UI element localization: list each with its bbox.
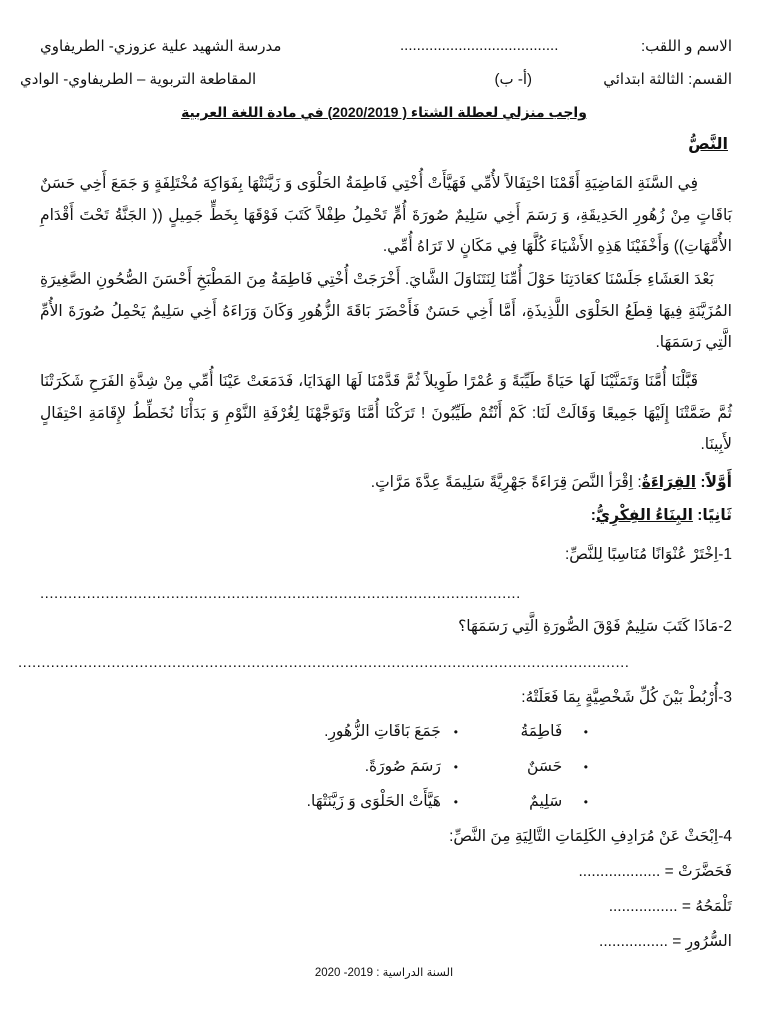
match-name-3-label: سَلِيمٌ [529,793,563,810]
synonym-2-answer[interactable]: ................ [608,898,678,915]
name-dots: ...................................... [400,37,559,54]
match-action-1-label: جَمَعَ بَاقَاتِ الزُّهُورِ. [324,723,441,740]
synonym-2-word: تَلْمَحُهُ = [681,898,732,915]
match-name-3[interactable] [529,792,588,811]
name-label: الاسم و اللقب: [640,38,732,55]
synonym-3-answer[interactable]: ................ [599,933,668,950]
bullet-icon: • [453,760,458,774]
paragraph-2: بَعْدَ العَشَاءِ جَلَسْنَا كعَادَتِنَا حَوْلَ أُمِّنَا لِنَتَنَاوَلَ الشَّايَ. أَخْرَجَتْ أُخْتِي فَاطِمَةُ مِنَ المَطْبَخِ أَحْسَنَ الصُّحُونِ الصَّغِيرَةِ المُزَيَّنَةِ فِيهَا قِطَعُ الحَلْوَى اللَّذِيذَةِ، أَمَّا أَخِي حَسَنٌ فَأَحْضَرَ بَاقَةَ الزُّهُورِ وَكَانَ وَرَاءَهُ أَخِي سَلِيمٌ يَحْمِلُ صُورَةَ الأُمِّ الَّتِي رَسَمَهَا. [40,271,732,351]
match-action-2-label: رَسَمَ صُورَةً. [364,758,441,775]
synonym-2 [609,897,732,916]
bullet-icon: • [583,795,588,809]
reading-instruction [371,473,732,492]
question-2-answer-line[interactable]: ................................................................................................................................... [18,654,630,671]
synonym-1-word: فَحَضَّرَتْ = [664,863,732,880]
bullet-icon: • [583,760,588,774]
bullet-icon: • [453,725,458,739]
text-heading: النَّصُّ [688,136,728,153]
comprehension-suffix: : [590,507,596,524]
match-name-2-label: حَسَنٌ [527,758,563,775]
bullet-icon: • [583,725,588,739]
match-name-1-label: فَاطِمَةُ [520,723,563,740]
synonym-3-word: السُّرُورِ = [672,933,732,950]
comprehension-heading [591,506,732,525]
synonym-3 [599,932,732,951]
match-action-3[interactable] [307,792,458,811]
school-year-footer: السنة الدراسية : 2019- 2020 [314,967,454,979]
worksheet-title: واجب منزلي لعطلة الشتاء ( 2020/2019) في مادة اللغة العربية [181,104,587,120]
question-4: 4-اِبْحَثْ عَنْ مُرَادِفِ الكَلِمَاتِ التَّالِيَةِ مِنَ النَّصِّ: [449,828,732,845]
school-name: مدرسة الشهيد علية عزوزي- الطريفاوي [40,38,282,55]
reading-label: أَوَّلاً: [700,474,732,491]
bullet-icon: • [453,795,458,809]
match-name-2[interactable] [527,757,588,776]
question-1: 1-اِخْتَرْ عُنْوَانًا مُنَاسِبًا لِلنَّصِّ: [564,546,732,563]
class-group: (أ- ب) [494,71,532,88]
comprehension-title: البِنَاءُ الفِكْرِيُّ [595,507,693,524]
district-name: المقاطعة التربوية – الطريفاوي- الوادي [20,71,257,88]
class-label: القسم: الثالثة ابتدائي [603,71,732,88]
reading-text: : اِقْرَأ النَّصَ قِرَاءَةً جَهْرِيَّةً سَلِيمَةً عِدَّةَ مَرَّاتٍ. [370,474,642,491]
synonym-1-answer[interactable]: ................... [578,863,661,880]
question-3: 3-أُرْبُطْ بَيْنَ كُلِّ شَخْصِيَّةٍ بِمَا فَعَلَتْهُ: [521,689,732,706]
synonym-1 [579,862,733,881]
question-1-answer-line[interactable]: ....................................................................................................... [40,585,521,602]
match-action-1[interactable] [324,722,458,741]
match-action-2[interactable] [365,757,458,776]
paragraph-3: قَبَّلْنَا أُمَّنَا وَتَمَنَّيْنَا لَهَا حَيَاةً طَيِّبَةً وَ عُمْرًا طَوِيلاً ثُمَّ قَدَّمْنَا لَهَا الهَدَايَا، فَدَمَعَتْ عَيْنَا أُمِّي مِنْ شِدَّةِ الفَرَحِ شَكَرَتْنَا ثُمَّ ضَمَّتْنَا إِلَيْهَا جَمِيعًا وَقَالَتْ لَنَا: كَمْ أَنْتُمْ طَيِّبُونَ ! تَرَكْنَا أُمَّنَا وَتَوَجَّهْنَا لِغُرْفَةِ النَّوْمِ وَ بَدَأْنَا نُخَطِّطُ لإِقَامَةِ احْتِفَالٍ لأَبِينَا. [40,373,732,453]
comprehension-label: ثَانِيًا: [697,507,732,524]
question-2: 2-مَاذَا كَتَبَ سَلِيمٌ فَوْقَ الصُّورَةِ الَّتِي رَسَمَهَا؟ [458,618,732,635]
reading-title: القِرَاءَةُ [641,474,697,491]
match-action-3-label: هَيَّأَتْ الحَلْوَى وَ زَيَّنَتْهَا. [306,793,441,810]
paragraph-1: فِي السَّنَةِ المَاضِيَةِ أَقَمْنَا احْتِفَالاً لأُمِّي فَهَيَّأَتْ أُخْتِي فَاطِمَةُ الحَلْوَى وَ زَيَّنَتْهَا بِفَوَاكِهَ مُخْتَلِفَةٍ وَ جَمَعَ أَخِي حَسَنٌ بَاقَاتٍ مِنْ زُهُورِ الحَدِيقَةِ، وَ رَسَمَ أَخِي سَلِيمٌ صُورَةَ أُمٍّ تَحْمِلُ طِفْلاً كَتَبَ فَوْقَهَا بِخَطٍّ جَمِيلٍ (( الجَنَّةُ تَحْتَ أَقْدَامِ الأُمَّهَاتِ)) وَأَخْفَيْنَا هَذِهِ الأَشْيَاءَ كُلَّهَا فِي مَكَانٍ لا تَرَاهُ أُمِّي. [40,175,732,255]
match-name-1[interactable] [521,722,589,741]
